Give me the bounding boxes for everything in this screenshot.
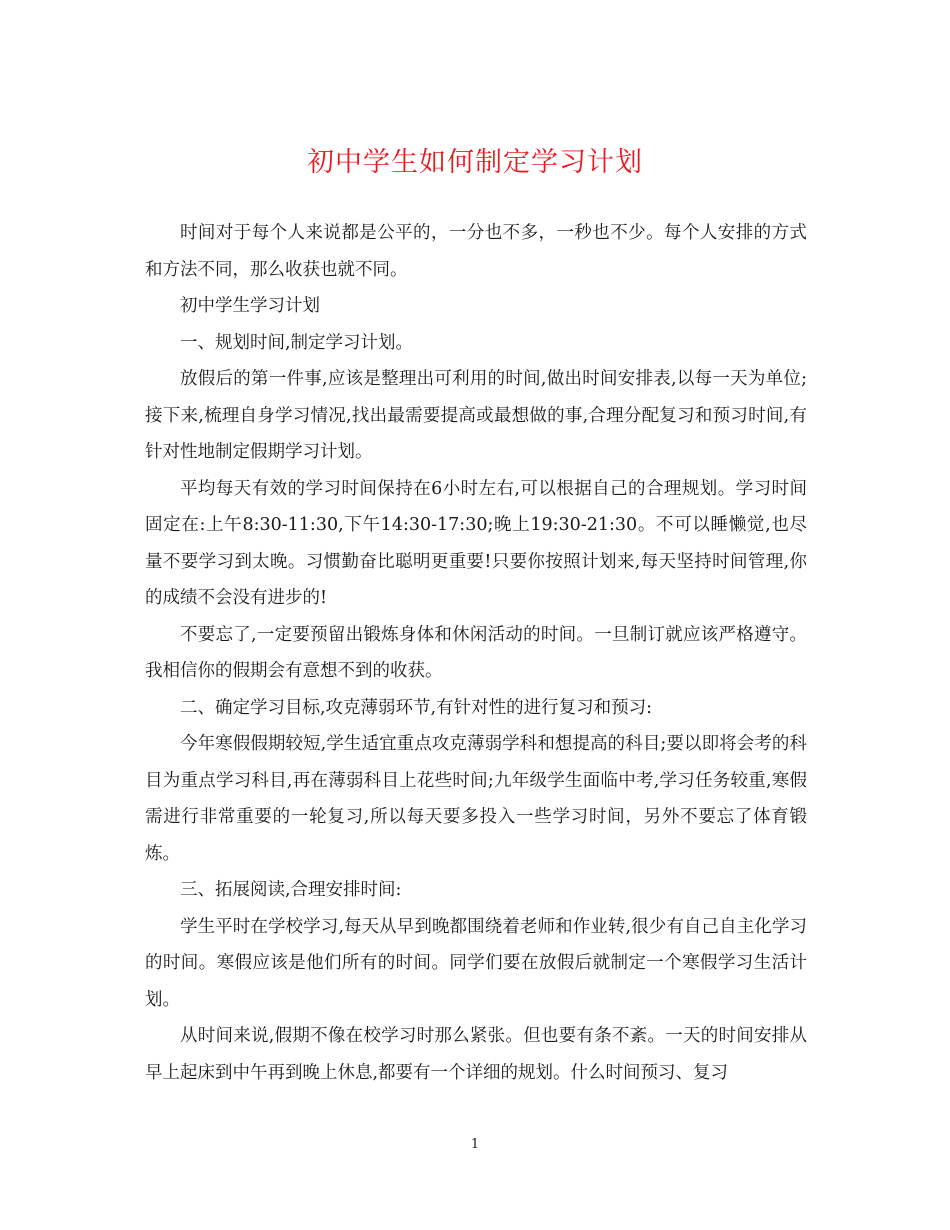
paragraph: 放假后的第一件事,应该是整理出可利用的时间,做出时间安排表,以每一天为单位;接下来,梳理自身学习情况,找出最需要提高或最想做的事,合理分配复习和预习时间,有针对性地制定假期学习计划。 [145, 369, 807, 462]
section-heading-3: 三、拓展阅读,合理安排时间: [180, 880, 402, 900]
section-heading-1: 一、规划时间,制定学习计划。 [180, 332, 414, 353]
paragraph: 平均每天有效的学习时间保持在6小时左右,可以根据自己的合理规划。学习时间固定在:上午8:30-11:30,下午14:30-17:30;晚上19:30-21:30。不可以睡懒觉,也尽量不要学习到太晚。习惯勤奋比聪明更重要!只要你按照计划来,每天坚持时间管理,你的成绩不会没有进步的! [145, 478, 807, 608]
paragraph-intro: 时间对于每个人来说都是公平的，一分也不多，一秒也不少。每个人安排的方式和方法不同，那么收获也就不同。 [145, 223, 807, 280]
paragraph: 从时间来说,假期不像在校学习时那么紧张。但也要有条不紊。一天的时间安排从早上起床到中午再到晚上休息,都要有一个详细的规划。什么时间预习、复习 [145, 1026, 807, 1083]
document-body [145, 215, 807, 1091]
section-heading-2: 二、确定学习目标,攻克薄弱环节,有针对性的进行复习和预习: [180, 697, 653, 718]
paragraph: 学生平时在学校学习,每天从早到晚都围绕着老师和作业转,很少有自己自主化学习的时间。寒假应该是他们所有的时间。同学们要在放假后就制定一个寒假学习生活计划。 [145, 916, 807, 1010]
page-number: 1 [470, 1137, 480, 1152]
page-title: 初中学生如何制定学习计划 [307, 147, 643, 178]
paragraph: 今年寒假假期较短,学生适宜重点攻克薄弱学科和想提高的科目;要以即将会考的科目为重点学习科目,再在薄弱科目上花些时间;九年级学生面临中考,学习任务较重,寒假需进行非常重要的一轮复习,所以每天要多投入一些学习时间，另外不要忘了体育锻炼。 [145, 734, 807, 864]
paragraph-heading: 初中学生学习计划 [180, 296, 320, 316]
paragraph: 不要忘了,一定要预留出锻炼身体和休闲活动的时间。一旦制订就应该严格遵守。我相信你的假期会有意想不到的收获。 [145, 624, 807, 681]
